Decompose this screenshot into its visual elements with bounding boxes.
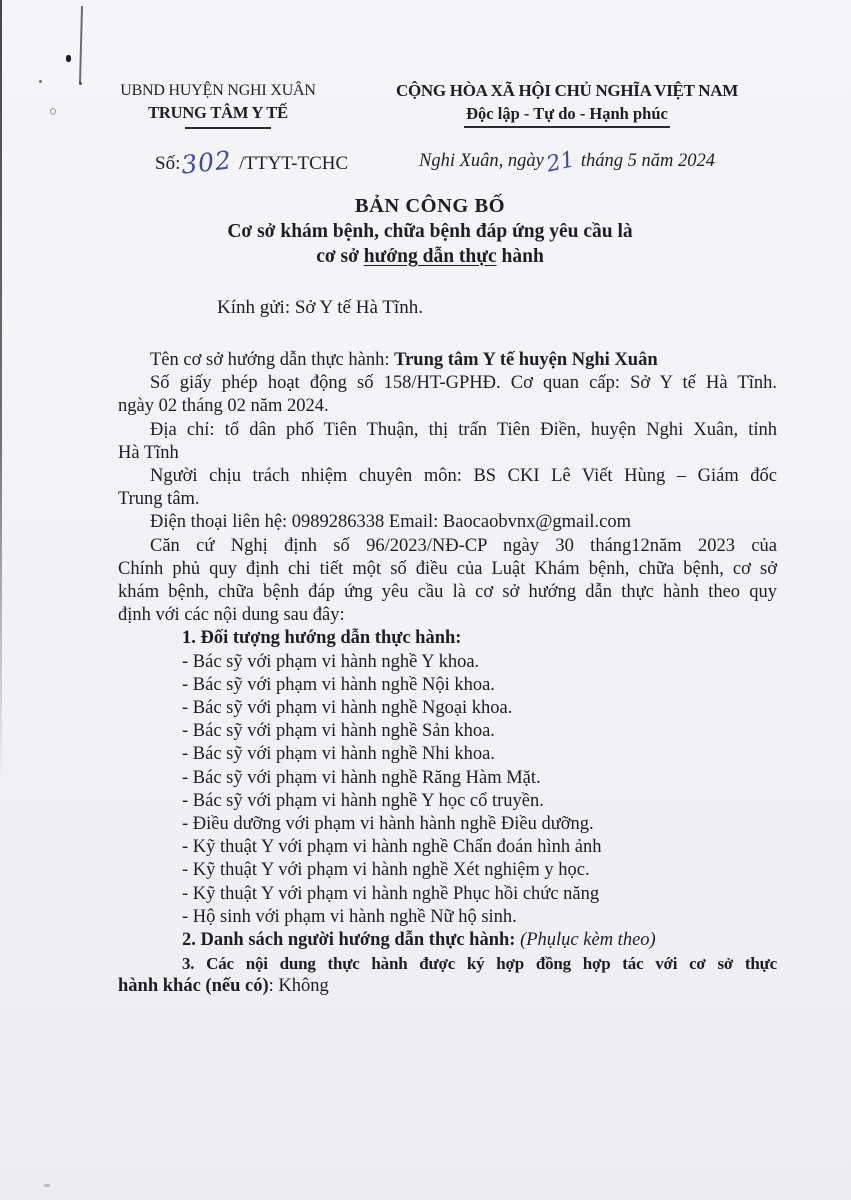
date-post: tháng 5 năm 2024 [580,151,715,171]
responsible-person-line-2: Trung tâm. [118,489,200,510]
list-item: - Hộ sinh với phạm vi hành nghề Nữ hộ sinh. [182,906,517,927]
national-header-block [368,81,766,128]
address-line-1: Địa chỉ: tổ dân phố Tiên Thuận, thị trấn Tiên Điền, huyện Nghi Xuân, tỉnh [150,419,777,440]
facility-name: Trung tâm Y tế huyện Nghi Xuân [394,350,658,370]
document-number [155,145,349,180]
section-2-heading: 2. Danh sách người hướng dẫn thực hành: [182,930,521,951]
title-sub-1: Cơ sở khám bệnh, chữa bệnh đáp ứng yêu cầu là [227,221,633,242]
legal-basis-line-2: Chính phủ quy định chi tiết một số điều của Luật Khám bệnh, chữa bệnh, cơ sở [118,558,777,579]
doc-no-suffix: /TTYT-TCHC [239,153,349,174]
title-sub-2 [100,244,760,269]
date-pre: Nghi Xuân, ngày [419,151,544,171]
scan-edge-line [0,0,2,780]
section-3-line-2-bold: hành khác (nếu có) [118,976,269,997]
address-line-2: Hà Tĩnh [118,442,179,463]
doc-no-handwritten: 302 [180,145,234,180]
title-main: BẢN CÔNG BỐ [354,195,506,217]
section-3-line-2 [118,975,777,998]
list-item: - Bác sỹ với phạm vi hành nghề Răng Hàm Mặt. [182,767,541,788]
doc-no-prefix: Số: [155,153,181,174]
title-sub-2-post: hành [496,246,544,267]
legal-basis-line-1: Căn cứ Nghị định số 96/2023/NĐ-CP ngày 30 tháng12năm 2023 của [150,535,777,556]
list-item: - Bác sỹ với phạm vi hành nghề Y học cổ truyền. [182,790,544,811]
list-item: - Bác sỹ với phạm vi hành nghề Ngoại khoa. [182,698,513,719]
legal-basis-line-4: định với các nội dung sau đây: [118,605,345,626]
license-line-2: ngày 02 tháng 02 năm 2024. [118,396,329,417]
national-title: CỘNG HÒA XÃ HỘI CHỦ NGHĨA VIỆT NAM [396,81,738,100]
facility-label: Tên cơ sở hướng dẫn thực hành: [150,350,395,370]
org-parent-name: UBND HUYỆN NGHI XUÂN [120,82,316,99]
section-2-note: (Phụlục kèm theo) [520,930,656,951]
date-handwritten: 21 [544,147,577,178]
place-date-line [368,147,766,178]
facility-name-line [118,349,777,372]
list-item: - Bác sỹ với phạm vi hành nghề Nhi khoa. [182,744,495,765]
list-item: - Kỹ thuật Y với phạm vi hành nghề Chẩn đoán hình ảnh [182,837,602,858]
list-item: - Kỹ thuật Y với phạm vi hành nghề Phục hồi chức năng [182,883,600,904]
title-sub-2-underlined: hướng dẫn thực [363,246,497,267]
salutation-line: Kính gửi: Sở Y tế Hà Tĩnh. [217,297,423,318]
document-title [100,194,760,269]
section-3-line-1: 3. Các nội dung thực hành được ký hợp đồng hợp tác với cơ sở thực [182,954,777,974]
pen-stroke-mark [79,6,83,84]
scan-speck [66,55,71,62]
list-item: - Bác sỹ với phạm vi hành nghề Nội khoa. [182,674,495,695]
scan-speck [39,80,42,83]
section-2-heading-line [118,929,777,952]
contact-line: Điện thoại liên hệ: 0989286338 Email: Baocaobvnx@gmail.com [150,512,631,533]
section-3-line-2-rest: : Không [268,976,329,997]
list-item: - Kỹ thuật Y với phạm vi hành nghề Xét nghiệm y học. [182,860,590,881]
national-motto: Độc lập - Tự do - Hạnh phúc [464,104,670,128]
responsible-person-line-1: Người chịu trách nhiệm chuyên môn: BS CKI Lê Viết Hùng – Giám đốc [150,466,777,487]
org-underline [185,127,271,129]
scan-speck [50,108,56,115]
license-line-1: Số giấy phép hoạt động số 158/HT-GPHĐ. Cơ quan cấp: Sở Y tế Hà Tĩnh. [150,373,777,394]
document-body [118,349,777,999]
legal-basis-line-3: khám bệnh, chữa bệnh đáp ứng yêu cầu là cơ sở hướng dẫn thực hành theo quy [118,582,777,603]
org-name: TRUNG TÂM Y TẾ [148,103,288,122]
list-item: - Bác sỹ với phạm vi hành nghề Sản khoa. [182,721,495,742]
title-sub-2-pre: cơ sở [316,246,364,267]
issuing-org-block [60,82,376,129]
section-1-heading: 1. Đối tượng hướng dẫn thực hành: [182,628,462,649]
scan-speck [44,1184,50,1187]
list-item: - Bác sỹ với phạm vi hành nghề Y khoa. [182,651,480,672]
list-item: - Điều dưỡng với phạm vi hành hành nghề Điều dưỡng. [182,814,594,835]
